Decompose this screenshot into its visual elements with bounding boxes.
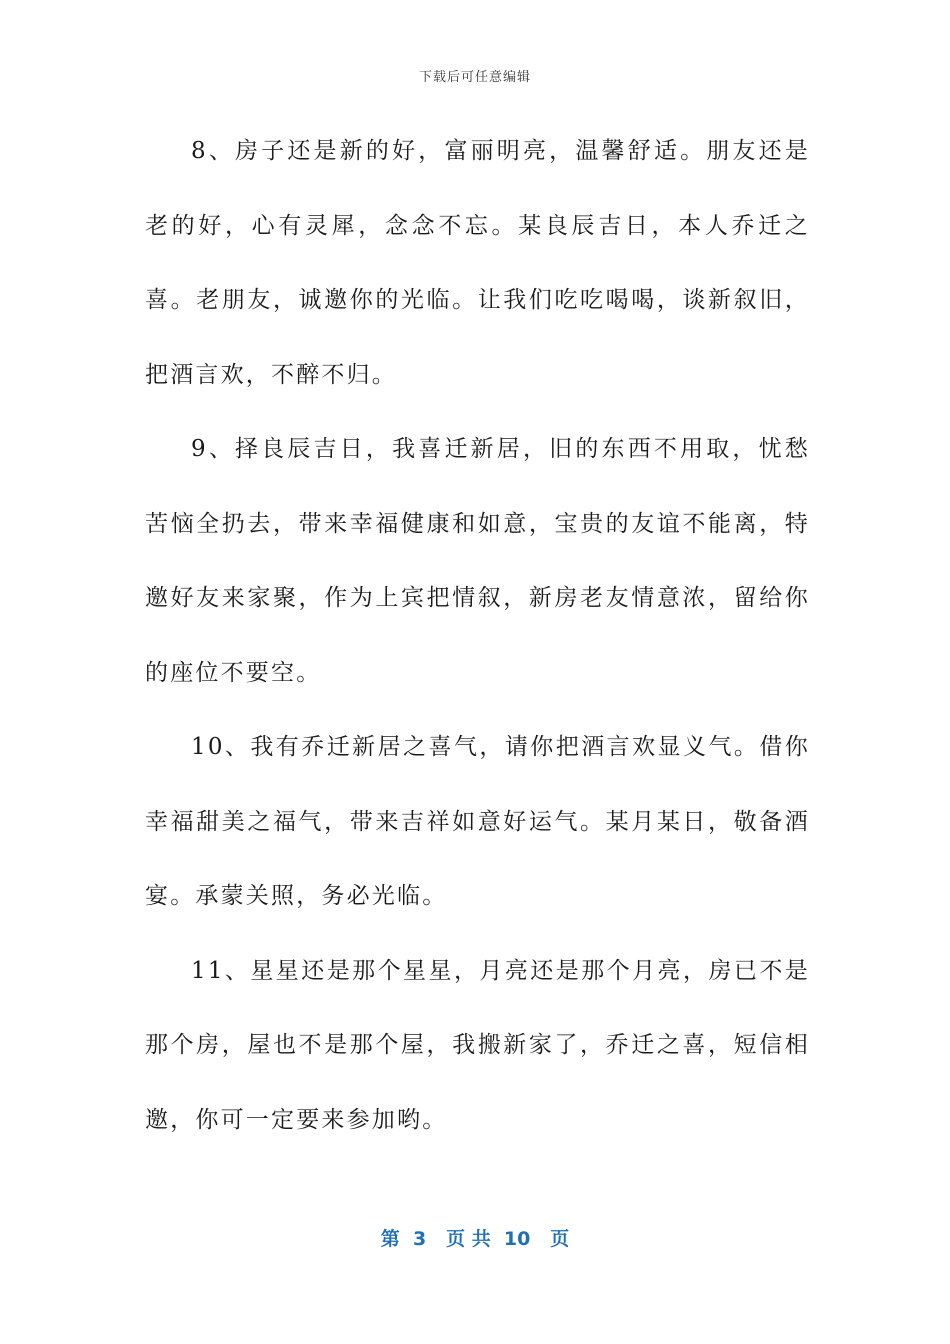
- body-text: [145, 114, 810, 1157]
- paragraph-10: 10、我有乔迁新居之喜气，请你把酒言欢显义气。借你幸福甜美之福气，带来吉祥如意好运气。某月某日，敬备酒宴。承蒙关照，务必光临。: [145, 734, 810, 909]
- paragraph-8: 8、房子还是新的好，富丽明亮，温馨舒适。朋友还是老的好，心有灵犀，念念不忘。某良辰吉日，本人乔迁之喜。老朋友，诚邀你的光临。让我们吃吃喝喝，谈新叙旧，把酒言欢，不醉不归。: [145, 138, 810, 388]
- paragraph-9: 9、择良辰吉日，我喜迁新居，旧的东西不用取，忧愁苦恼全扔去，带来幸福健康和如意，宝贵的友谊不能离，特邀好友来家聚，作为上宾把情叙，新房老友情意浓，留给你的座位不要空。: [145, 436, 810, 686]
- header-note: 下载后可任意编辑: [418, 70, 531, 85]
- page-number-footer: 第 3 页 共 10 页: [380, 1228, 570, 1250]
- paragraph-11: 11、星星还是那个星星，月亮还是那个月亮，房已不是那个房，屋也不是那个屋，我搬新家了，乔迁之喜，短信相邀，你可一定要来参加哟。: [145, 957, 810, 1133]
